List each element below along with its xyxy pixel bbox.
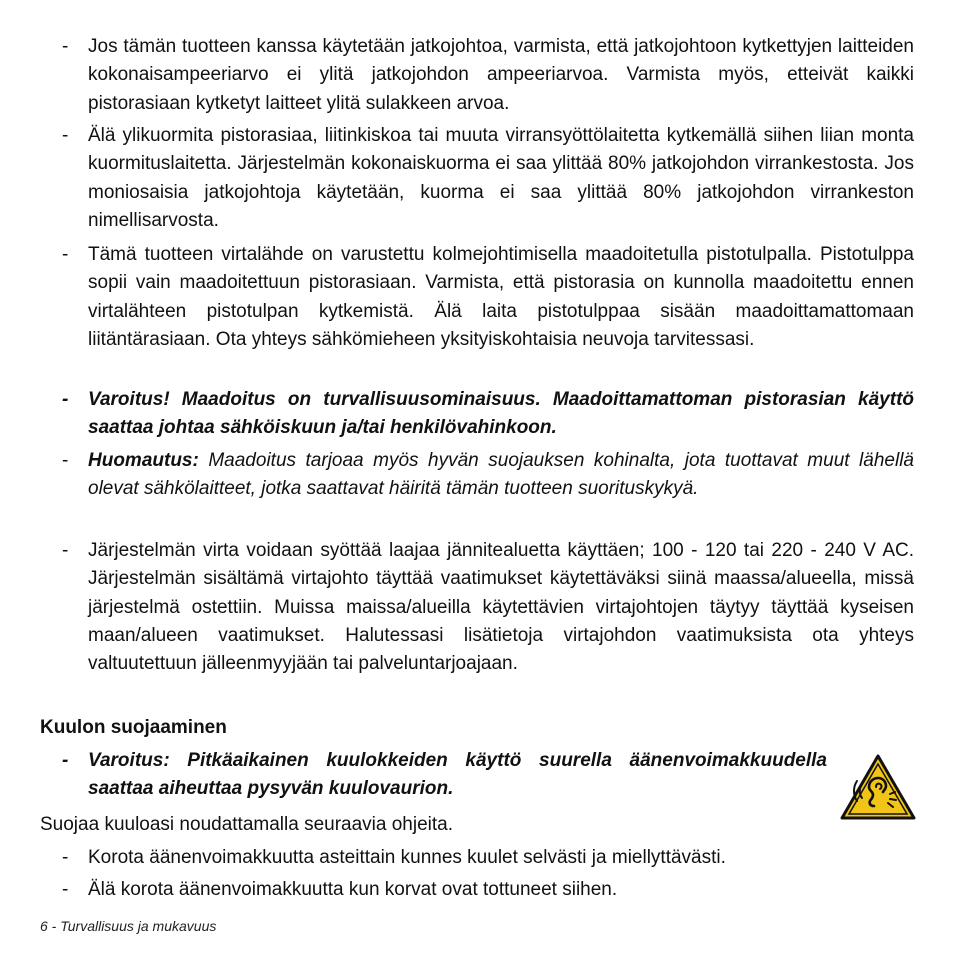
list-item-text: Älä korota äänenvoimakkuutta kun korvat ovat tottuneet siihen.	[88, 879, 618, 900]
list-item	[62, 537, 914, 678]
list-dash: -	[62, 36, 69, 57]
grounding-warning	[62, 386, 914, 443]
hearing-warning	[62, 747, 827, 804]
note-lead: Huomautus:	[88, 450, 199, 471]
list-item-text: Järjestelmän virta voidaan syöttää laajaa jännitealuetta käyttäen; 100 - 120 tai 220 - 240 V AC. Järjestelmän sisältämä virtajohto täyttää vaatimukset käytettäväksi siinä maassa/alueella, missä järjestelmä ostettiin. Muissa maissa/alueilla käytettävien virtajohtojen täytyy täyttää kyseisen maan/alueen vaatimukset. Halutessasi lisätietoja virtajohdon vaatimuksista ota yhteys valtuutettuun jälleenmyyjään tai palveluntarjoajaan.	[88, 540, 914, 675]
list-item	[62, 876, 914, 904]
note-body: Maadoitus tarjoaa myös hyvän suojauksen kohinalta, jota tuottavat muut lähellä olevat sähkölaitteet, jotka saattavat häiritä tämän tuotteen suorituskykyä.	[88, 450, 914, 500]
list-dash: -	[62, 847, 69, 868]
list-dash: -	[62, 750, 69, 771]
list-item	[62, 844, 914, 872]
list-item	[62, 241, 914, 354]
list-dash: -	[62, 389, 69, 410]
section-heading: Kuulon suojaaminen	[40, 717, 227, 738]
list-item-text: Älä ylikuormita pistorasiaa, liitinkiskoa tai muuta virransyöttölaitetta kytkemällä siihen liian monta kuormituslaitetta. Järjestelmän kokonaiskuorma ei saa ylittää 80% jatkojohdon virrankestosta. Jos moniosaisia jatkojohtoja käytetään, kuorma ei saa ylittää 80% jatkojohdon virrankeston nimellisarvosta.	[88, 125, 914, 231]
grounding-note	[62, 447, 914, 504]
page-footer: 6 - Turvallisuus ja mukavuus	[40, 918, 217, 934]
list-item-text: Korota äänenvoimakkuutta asteittain kunnes kuulet selvästi ja miellyttävästi.	[88, 847, 726, 868]
list-dash: -	[62, 125, 69, 146]
list-dash: -	[62, 540, 69, 561]
intro-paragraph: Suojaa kuuloasi noudattamalla seuraavia ohjeita.	[40, 814, 453, 835]
list-dash: -	[62, 244, 69, 265]
warning-text: Varoitus: Pitkäaikainen kuulokkeiden käyttö suurella äänenvoimakkuudella saattaa aiheuttaa pysyvän kuulovaurion.	[88, 750, 827, 800]
list-item	[62, 122, 914, 235]
note-text	[88, 447, 914, 504]
warning-text: Varoitus! Maadoitus on turvallisuusominaisuus. Maadoittamattoman pistorasian käyttö saattaa johtaa sähköiskuun ja/tai henkilövahinkoon.	[88, 389, 914, 439]
list-item	[62, 33, 914, 118]
hearing-hazard-warning-icon	[840, 754, 916, 820]
list-dash: -	[62, 879, 69, 900]
list-item-text: Jos tämän tuotteen kanssa käytetään jatkojohtoa, varmista, että jatkojohtoon kytkettyjen laitteiden kokonaisampeeriarvo ei ylitä jatkojohdon ampeeriarvoa. Varmista myös, etteivät kaikki pistorasiaan kytketyt laitteet ylitä sulakkeen arvoa.	[88, 36, 914, 114]
list-dash: -	[62, 450, 69, 471]
list-item-text: Tämä tuotteen virtalähde on varustettu kolmejohtimisella maadoitetulla pistotulpalla. Pistotulppa sopii vain maadoitettuun pistorasiaan. Varmista, että pistorasia on kunnolla maadoitettu ennen virtalähteen pistotulpan kytkemistä. Älä laita pistotulppaa sisään maadoittamattomaan liitäntärasiaan. Ota yhteys sähkömieheen yksityiskohtaisia neuvoja tarvitessasi.	[88, 244, 914, 350]
